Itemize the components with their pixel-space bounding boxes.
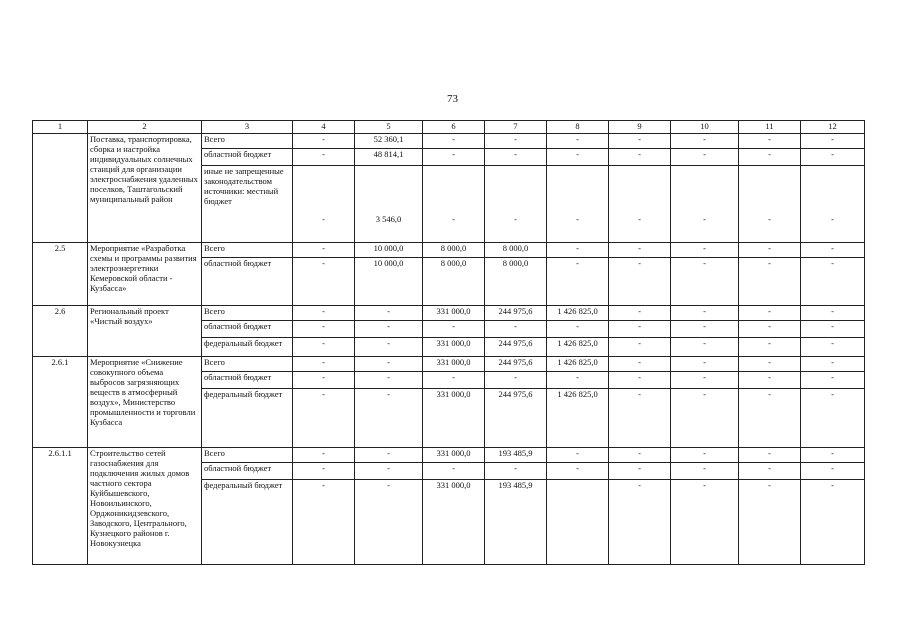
value-col-4: - bbox=[293, 166, 355, 243]
value-col-5: - bbox=[355, 306, 423, 321]
column-header-6: 6 bbox=[423, 121, 485, 134]
value-col-8: - bbox=[547, 243, 609, 258]
value-col-11: - bbox=[739, 166, 801, 243]
value-col-8: - bbox=[547, 166, 609, 243]
value-col-10: - bbox=[671, 463, 739, 480]
value-col-12: - bbox=[801, 134, 865, 149]
value-col-7: - bbox=[485, 149, 547, 166]
value-col-5: - bbox=[355, 448, 423, 463]
value-col-7: - bbox=[485, 463, 547, 480]
item-description: Региональный проект «Чистый воздух» bbox=[88, 306, 202, 357]
value-col-10: - bbox=[671, 389, 739, 448]
value-col-10: - bbox=[671, 357, 739, 372]
value-col-4: - bbox=[293, 243, 355, 258]
column-header-2: 2 bbox=[88, 121, 202, 134]
value-col-6: - bbox=[423, 372, 485, 389]
value-col-12: - bbox=[801, 166, 865, 243]
value-col-10: - bbox=[671, 321, 739, 338]
funding-source bbox=[202, 149, 293, 166]
item-description: Мероприятие «Снижение совокупного объема выбросов загрязняющих веществ в атмосферный воздух», Министерство промышленности и торговли Кузбасса bbox=[88, 357, 202, 448]
value-col-5: 3 546,0 bbox=[355, 166, 423, 243]
funding-source bbox=[202, 243, 293, 258]
item-code: 2.6.1.1 bbox=[33, 448, 88, 565]
value-col-12: - bbox=[801, 389, 865, 448]
header-row bbox=[33, 121, 865, 134]
funding-source-label: Всего bbox=[204, 243, 225, 253]
value-col-5: - bbox=[355, 480, 423, 565]
value-col-4: - bbox=[293, 306, 355, 321]
table-row bbox=[33, 357, 865, 372]
value-col-8: - bbox=[547, 134, 609, 149]
value-col-6: 331 000,0 bbox=[423, 389, 485, 448]
value-col-8: 1 426 825,0 bbox=[547, 389, 609, 448]
funding-source-label: иные не запрещенные законодательством источники: местный бюджет bbox=[204, 166, 284, 206]
column-header-9: 9 bbox=[609, 121, 671, 134]
funding-source bbox=[202, 480, 293, 565]
value-col-7: 244 975,6 bbox=[485, 357, 547, 372]
value-col-7: 244 975,6 bbox=[485, 338, 547, 357]
value-col-9: - bbox=[609, 448, 671, 463]
value-col-7: 244 975,6 bbox=[485, 306, 547, 321]
table-row bbox=[33, 243, 865, 258]
funding-source-label: областной бюджет bbox=[204, 321, 272, 331]
value-col-9: - bbox=[609, 463, 671, 480]
value-col-4: - bbox=[293, 321, 355, 338]
value-col-7: 8 000,0 bbox=[485, 258, 547, 306]
value-col-12: - bbox=[801, 463, 865, 480]
value-col-4: - bbox=[293, 357, 355, 372]
value-col-4: - bbox=[293, 134, 355, 149]
funding-source-label: областной бюджет bbox=[204, 149, 272, 159]
value-col-12: - bbox=[801, 357, 865, 372]
value-col-6: 331 000,0 bbox=[423, 357, 485, 372]
funding-source bbox=[202, 134, 293, 149]
value-col-5: 48 814,1 bbox=[355, 149, 423, 166]
value-col-5: 52 360,1 bbox=[355, 134, 423, 149]
funding-source-label: областной бюджет bbox=[204, 372, 272, 382]
funding-source bbox=[202, 258, 293, 306]
value-col-10: - bbox=[671, 338, 739, 357]
funding-source-label: областной бюджет bbox=[204, 463, 272, 473]
column-header-1: 1 bbox=[33, 121, 88, 134]
column-header-12: 12 bbox=[801, 121, 865, 134]
value-col-11: - bbox=[739, 306, 801, 321]
value-col-7: 193 485,9 bbox=[485, 480, 547, 565]
value-col-10: - bbox=[671, 243, 739, 258]
value-col-12: - bbox=[801, 448, 865, 463]
value-col-6: - bbox=[423, 149, 485, 166]
value-col-10: - bbox=[671, 149, 739, 166]
funding-source-label: Всего bbox=[204, 134, 225, 144]
funding-source bbox=[202, 321, 293, 338]
value-col-5: - bbox=[355, 372, 423, 389]
value-col-9: - bbox=[609, 480, 671, 565]
table-row bbox=[33, 134, 865, 149]
value-col-8: - bbox=[547, 463, 609, 480]
value-col-11: - bbox=[739, 338, 801, 357]
value-col-7: - bbox=[485, 321, 547, 338]
funding-source bbox=[202, 372, 293, 389]
column-header-3: 3 bbox=[202, 121, 293, 134]
value-col-8 bbox=[547, 480, 609, 565]
value-col-9: - bbox=[609, 372, 671, 389]
value-col-6: 8 000,0 bbox=[423, 258, 485, 306]
value-col-4: - bbox=[293, 372, 355, 389]
value-col-6: - bbox=[423, 321, 485, 338]
funding-source bbox=[202, 306, 293, 321]
funding-source-label: Всего bbox=[204, 448, 225, 458]
value-col-11: - bbox=[739, 372, 801, 389]
value-col-6: - bbox=[423, 463, 485, 480]
value-col-6: 331 000,0 bbox=[423, 448, 485, 463]
item-code bbox=[33, 134, 88, 243]
funding-source-label: Всего bbox=[204, 306, 225, 316]
value-col-12: - bbox=[801, 149, 865, 166]
item-description: Мероприятие «Разработка схемы и программы развития электроэнергетики Кемеровской области - Кузбасса» bbox=[88, 243, 202, 306]
column-header-5: 5 bbox=[355, 121, 423, 134]
value-col-6: 331 000,0 bbox=[423, 306, 485, 321]
column-header-11: 11 bbox=[739, 121, 801, 134]
value-col-4: - bbox=[293, 338, 355, 357]
value-col-7: 244 975,6 bbox=[485, 389, 547, 448]
value-col-12: - bbox=[801, 321, 865, 338]
value-col-9: - bbox=[609, 306, 671, 321]
value-col-8: - bbox=[547, 372, 609, 389]
value-col-5: - bbox=[355, 321, 423, 338]
value-col-7: - bbox=[485, 134, 547, 149]
value-col-6: 331 000,0 bbox=[423, 480, 485, 565]
value-col-9: - bbox=[609, 338, 671, 357]
table-row bbox=[33, 448, 865, 463]
item-code: 2.6.1 bbox=[33, 357, 88, 448]
value-col-10: - bbox=[671, 306, 739, 321]
value-col-12: - bbox=[801, 338, 865, 357]
funding-source bbox=[202, 166, 293, 243]
value-col-8: - bbox=[547, 149, 609, 166]
value-col-6: - bbox=[423, 166, 485, 243]
value-col-12: - bbox=[801, 480, 865, 565]
value-col-7: - bbox=[485, 372, 547, 389]
value-col-6: 331 000,0 bbox=[423, 338, 485, 357]
column-header-8: 8 bbox=[547, 121, 609, 134]
value-col-5: 10 000,0 bbox=[355, 258, 423, 306]
value-col-8: - bbox=[547, 448, 609, 463]
value-col-5: - bbox=[355, 389, 423, 448]
funding-source-label: Всего bbox=[204, 357, 225, 367]
value-col-11: - bbox=[739, 480, 801, 565]
funding-source-label: федеральный бюджет bbox=[204, 389, 283, 399]
column-header-4: 4 bbox=[293, 121, 355, 134]
value-col-12: - bbox=[801, 372, 865, 389]
page-number: 73 bbox=[447, 93, 458, 105]
value-col-9: - bbox=[609, 166, 671, 243]
value-col-7: 193 485,9 bbox=[485, 448, 547, 463]
value-col-10: - bbox=[671, 134, 739, 149]
value-col-9: - bbox=[609, 258, 671, 306]
value-col-11: - bbox=[739, 134, 801, 149]
item-code: 2.6 bbox=[33, 306, 88, 357]
value-col-9: - bbox=[609, 357, 671, 372]
value-col-4: - bbox=[293, 463, 355, 480]
value-col-10: - bbox=[671, 480, 739, 565]
funding-source bbox=[202, 448, 293, 463]
value-col-6: 8 000,0 bbox=[423, 243, 485, 258]
value-col-11: - bbox=[739, 321, 801, 338]
value-col-9: - bbox=[609, 149, 671, 166]
funding-source bbox=[202, 338, 293, 357]
value-col-8: - bbox=[547, 321, 609, 338]
value-col-7: - bbox=[485, 166, 547, 243]
value-col-8: - bbox=[547, 258, 609, 306]
funding-source-label: федеральный бюджет bbox=[204, 338, 283, 348]
funding-source-label: областной бюджет bbox=[204, 258, 272, 268]
funding-source bbox=[202, 357, 293, 372]
value-col-8: 1 426 825,0 bbox=[547, 357, 609, 372]
value-col-11: - bbox=[739, 463, 801, 480]
value-col-8: 1 426 825,0 bbox=[547, 306, 609, 321]
funding-source bbox=[202, 389, 293, 448]
item-description: Строительство сетей газоснабжения для подключения жилых домов частного сектора Куйбышевского, Новоильинского, Орджоникидзевского, Заводского, Центрального, Кузнецкого районов г. Новокузнецка bbox=[88, 448, 202, 565]
value-col-4: - bbox=[293, 480, 355, 565]
value-col-11: - bbox=[739, 389, 801, 448]
value-col-4: - bbox=[293, 149, 355, 166]
item-description: Поставка, транспортировка, сборка и настройка индивидуальных солнечных станций для организации электроснабжения удаленных поселков, Таштагольский муниципальный район bbox=[88, 134, 202, 243]
value-col-6: - bbox=[423, 134, 485, 149]
value-col-5: - bbox=[355, 463, 423, 480]
value-col-4: - bbox=[293, 258, 355, 306]
item-code: 2.5 bbox=[33, 243, 88, 306]
value-col-11: - bbox=[739, 448, 801, 463]
table-row bbox=[33, 306, 865, 321]
value-col-9: - bbox=[609, 321, 671, 338]
value-col-10: - bbox=[671, 166, 739, 243]
value-col-11: - bbox=[739, 357, 801, 372]
value-col-11: - bbox=[739, 258, 801, 306]
value-col-5: 10 000,0 bbox=[355, 243, 423, 258]
value-col-8: 1 426 825,0 bbox=[547, 338, 609, 357]
value-col-10: - bbox=[671, 372, 739, 389]
value-col-9: - bbox=[609, 243, 671, 258]
value-col-4: - bbox=[293, 448, 355, 463]
value-col-9: - bbox=[609, 389, 671, 448]
value-col-7: 8 000,0 bbox=[485, 243, 547, 258]
value-col-12: - bbox=[801, 243, 865, 258]
value-col-12: - bbox=[801, 306, 865, 321]
value-col-11: - bbox=[739, 243, 801, 258]
value-col-10: - bbox=[671, 258, 739, 306]
value-col-4: - bbox=[293, 389, 355, 448]
budget-table bbox=[32, 120, 865, 565]
column-header-10: 10 bbox=[671, 121, 739, 134]
table-body bbox=[33, 121, 865, 565]
column-header-7: 7 bbox=[485, 121, 547, 134]
value-col-10: - bbox=[671, 448, 739, 463]
value-col-9: - bbox=[609, 134, 671, 149]
value-col-11: - bbox=[739, 149, 801, 166]
value-col-5: - bbox=[355, 357, 423, 372]
funding-source-label: федеральный бюджет bbox=[204, 480, 283, 490]
value-col-5: - bbox=[355, 338, 423, 357]
value-col-12: - bbox=[801, 258, 865, 306]
funding-source bbox=[202, 463, 293, 480]
